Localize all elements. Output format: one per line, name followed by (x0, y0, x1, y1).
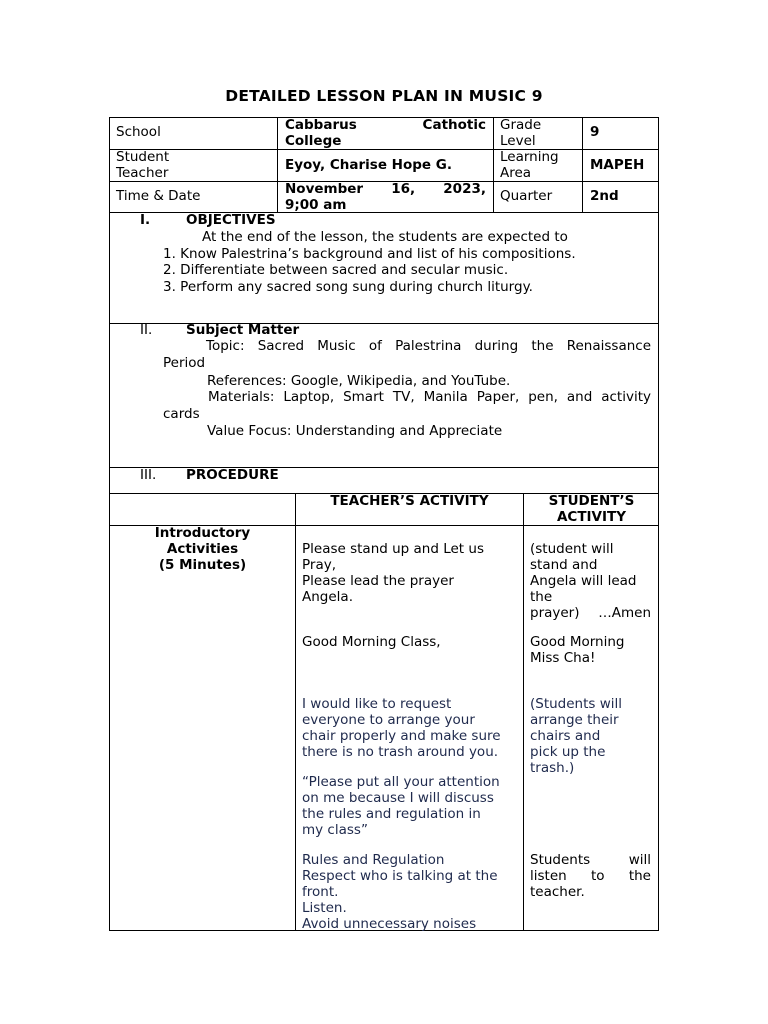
time-value: November 16, 2023, 9;00 am (285, 181, 486, 213)
teacher-attention: “Please put all your attention on me because I will discuss the rules and regulation in my class” (302, 774, 500, 838)
subject-matter-heading: Subject Matter (186, 322, 300, 338)
teacher-label: Student Teacher (116, 149, 170, 181)
student-prayer: (student will stand and Angela will lead the prayer) …Amen (530, 541, 651, 621)
student-greeting: Good Morning Miss Cha! (530, 634, 625, 666)
col-header-student: STUDENT’S ACTIVITY (548, 493, 635, 525)
teacher-rules: Rules and Regulation Respect who is talking at the front. Listen. Avoid unnecessary noises (302, 852, 498, 932)
quarter-label: Quarter (500, 188, 553, 204)
materials-line: Materials: Laptop, Smart TV, Manila Paper, pen, and activity (208, 389, 651, 405)
objective-item: 3. Perform any sacred song sung during church liturgy. (163, 279, 533, 295)
objectives-heading: OBJECTIVES (186, 212, 276, 228)
procedure-heading: PROCEDURE (186, 467, 279, 483)
topic-line-cont: Period (163, 355, 206, 371)
objectives-intro: At the end of the lesson, the students are expected to (202, 229, 568, 245)
grade-value: 9 (590, 124, 600, 140)
area-label: Learning Area (500, 149, 559, 181)
references-line: References: Google, Wikipedia, and YouTube. (207, 373, 511, 389)
objectives-numeral: I. (140, 212, 151, 228)
grade-label: Grade Level (500, 117, 542, 149)
col-header-teacher: TEACHER’S ACTIVITY (330, 493, 489, 509)
teacher-greeting: Good Morning Class, (302, 634, 441, 650)
procedure-numeral: III. (140, 467, 157, 483)
subject-matter-numeral: II. (140, 322, 153, 338)
materials-line-cont: cards (163, 406, 200, 422)
school-value: Cabbarus Cathotic College (285, 117, 486, 149)
objective-item: 2. Differentiate between sacred and secular music. (163, 262, 509, 278)
quarter-value: 2nd (590, 188, 619, 204)
student-listen: Students will listen to the teacher. (530, 852, 651, 900)
topic-line: Topic: Sacred Music of Palestrina during the Renaissance (206, 338, 651, 354)
teacher-arrange: I would like to request everyone to arrange your chair properly and make sure there is no trash around you. (302, 696, 501, 760)
phase-label: Introductory Activities (5 Minutes) (154, 525, 251, 573)
teacher-value: Eyoy, Charise Hope G. (285, 157, 452, 173)
area-value: MAPEH (590, 157, 645, 173)
student-arrange: (Students will arrange their chairs and pick up the trash.) (530, 696, 623, 776)
objective-item: 1. Know Palestrina’s background and list of his compositions. (163, 246, 576, 262)
document-title: DETAILED LESSON PLAN IN MUSIC 9 (225, 87, 543, 105)
school-label: School (116, 124, 161, 140)
value-focus-line: Value Focus: Understanding and Appreciate (207, 423, 503, 439)
teacher-prayer: Please stand up and Let us Pray, Please lead the prayer Angela. (302, 541, 484, 605)
time-label: Time & Date (116, 188, 201, 204)
